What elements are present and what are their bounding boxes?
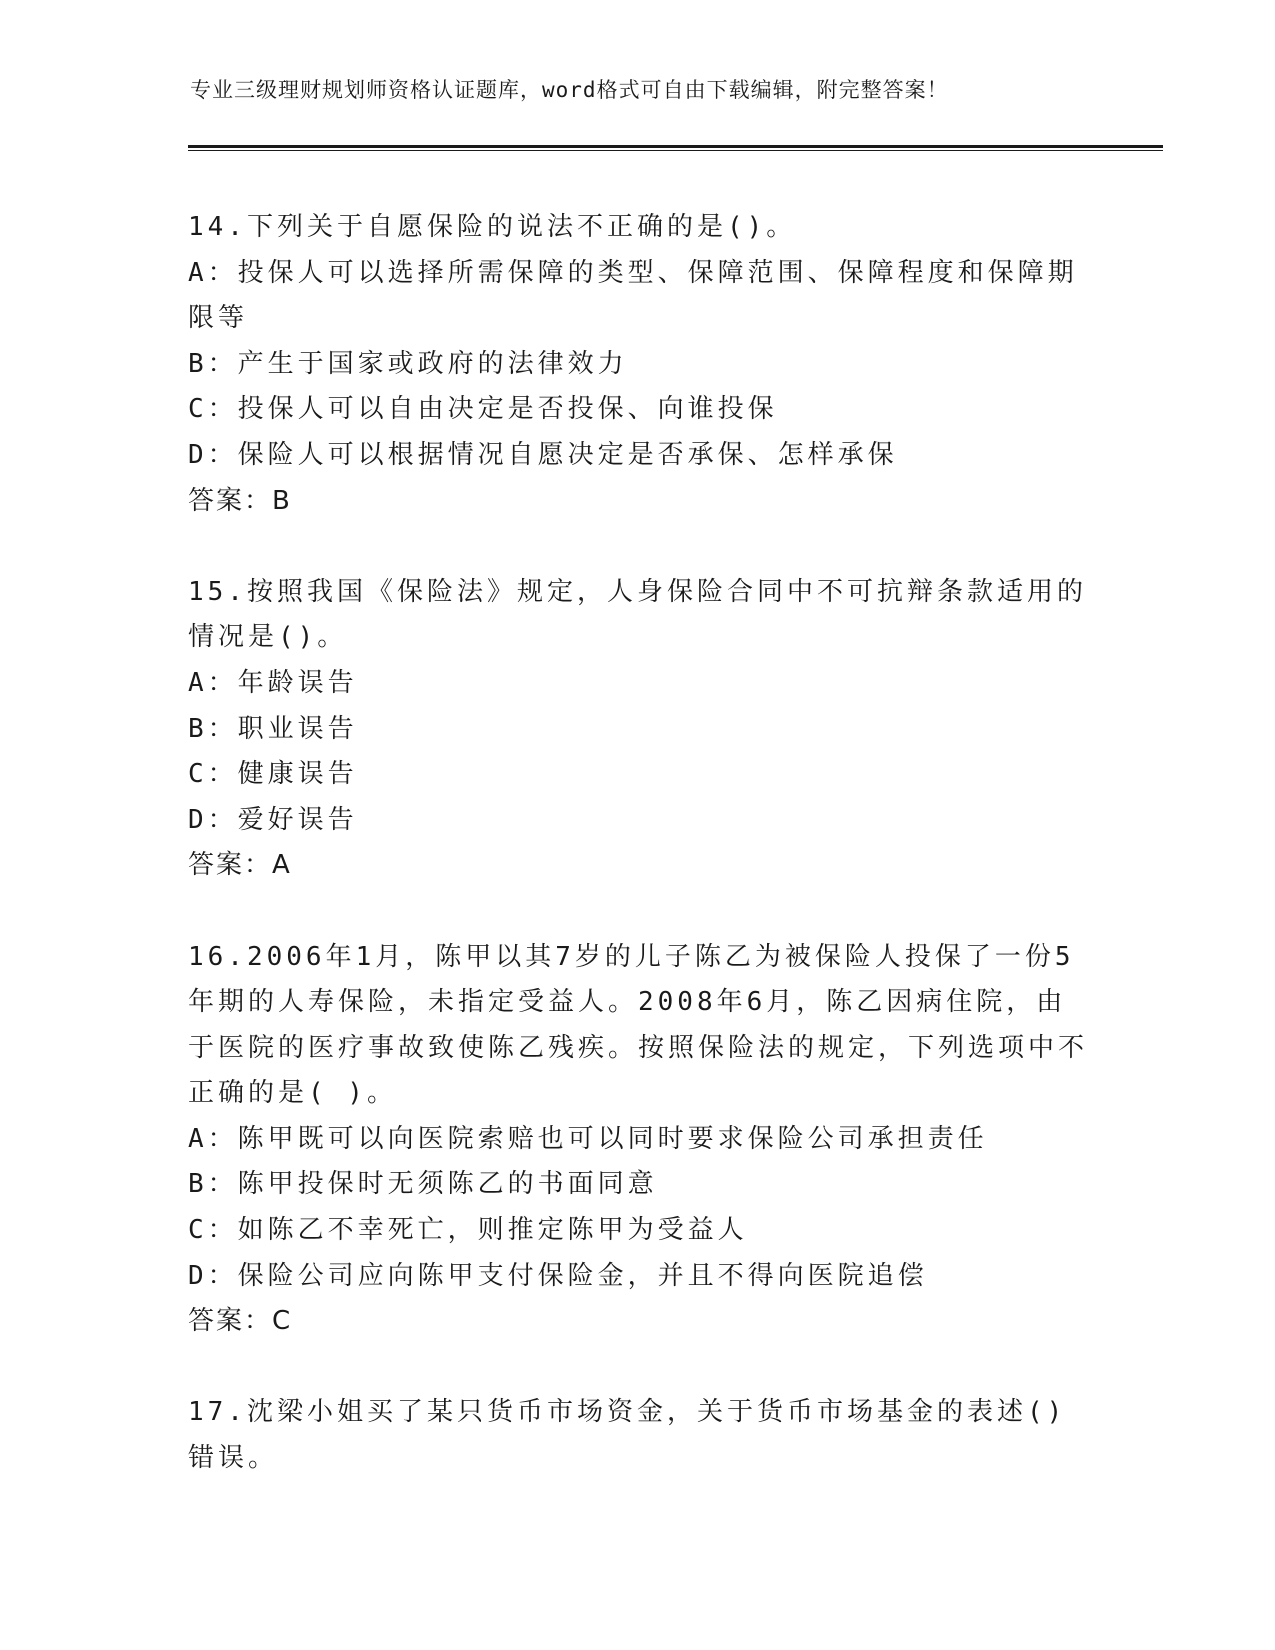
spacer bbox=[188, 889, 1088, 935]
question-15 bbox=[188, 570, 1088, 889]
header-divider-thick bbox=[188, 145, 1163, 148]
option-b: B：产生于国家或政府的法律效力 bbox=[188, 348, 628, 379]
question-text: 16.2006年1月，陈甲以其7岁的儿子陈乙为被保险人投保了一份5年期的人寿保险，未指定受益人。2008年6月，陈乙因病住院，由于医院的医疗事故致使陈乙残疾。按照保险法的规定，下列选项中不正确的是( )。 bbox=[188, 941, 1089, 1109]
spacer bbox=[188, 524, 1088, 570]
page-header: 专业三级理财规划师资格认证题库，word格式可自由下载编辑，附完整答案！ bbox=[190, 78, 949, 102]
answer: 答案：B bbox=[188, 485, 292, 516]
option-a: A：年龄误告 bbox=[188, 667, 358, 698]
option-d: D：爱好误告 bbox=[188, 804, 358, 835]
answer: 答案：A bbox=[188, 850, 292, 881]
answer: 答案：C bbox=[188, 1306, 293, 1337]
option-a: A：投保人可以选择所需保障的类型、保障范围、保障程度和保障期限等 bbox=[188, 257, 1078, 334]
option-b: B：陈甲投保时无须陈乙的书面同意 bbox=[188, 1169, 658, 1200]
question-list bbox=[188, 205, 1088, 1482]
option-b: B：职业误告 bbox=[188, 713, 358, 744]
option-d: D：保险公司应向陈甲支付保险金，并且不得向医院追偿 bbox=[188, 1260, 928, 1291]
header-divider-thin bbox=[188, 150, 1163, 151]
question-17 bbox=[188, 1390, 1088, 1481]
question-16 bbox=[188, 935, 1088, 1345]
option-c: C：健康误告 bbox=[188, 759, 358, 790]
option-c: C：投保人可以自由决定是否投保、向谁投保 bbox=[188, 394, 778, 425]
question-14 bbox=[188, 205, 1088, 524]
question-text: 15.按照我国《保险法》规定，人身保险合同中不可抗辩条款适用的情况是()。 bbox=[188, 576, 1087, 653]
spacer bbox=[188, 1345, 1088, 1391]
question-text: 14.下列关于自愿保险的说法不正确的是()。 bbox=[188, 212, 797, 242]
option-c: C：如陈乙不幸死亡，则推定陈甲为受益人 bbox=[188, 1215, 748, 1246]
option-d: D：保险人可以根据情况自愿决定是否承保、怎样承保 bbox=[188, 439, 898, 470]
option-a: A：陈甲既可以向医院索赔也可以同时要求保险公司承担责任 bbox=[188, 1123, 988, 1154]
question-text: 17.沈梁小姐买了某只货币市场资金，关于货币市场基金的表述()错误。 bbox=[188, 1397, 1067, 1474]
